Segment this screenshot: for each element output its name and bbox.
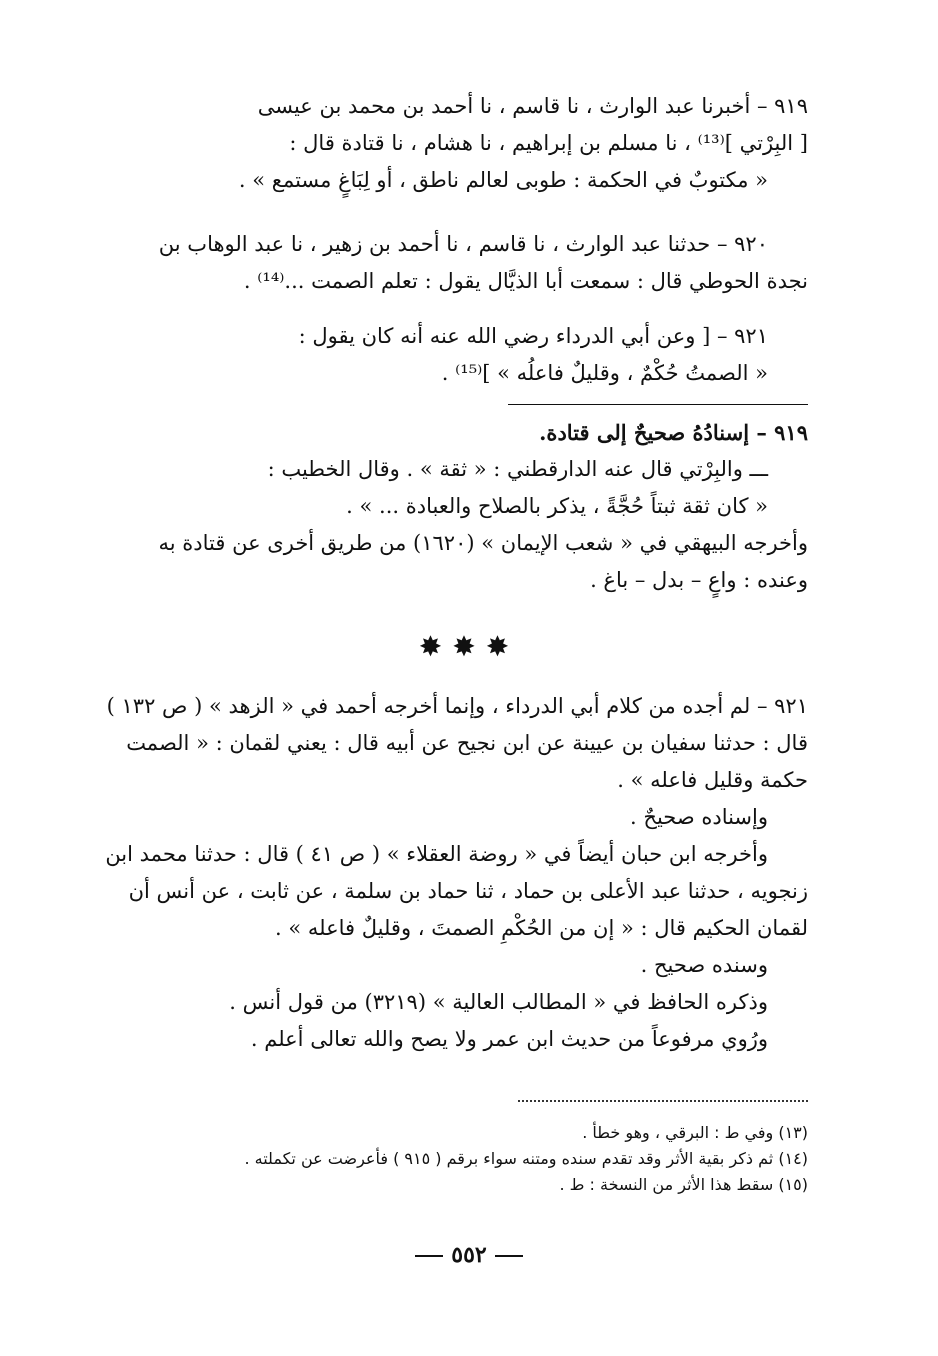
commentary-921-line-5: وأخرجه ابن حبان أيضاً في « روضة العقلاء » ( ص ٤١ ) قال : حدثنا محمد ابن [105,842,768,866]
footnotes [118,1120,808,1198]
commentary-divider [508,404,808,405]
entry-919 [118,88,808,199]
footnote-14: (١٤) ثم ذكر بقية الأثر وقد تقدم سنده ومتنه سواء برقم ( ٩١٥ ) فأعرضت عن تكملته . [244,1149,808,1168]
entry-921-line-1: ٩٢١ – [ وعن أبي الدرداء رضي الله عنه أنه كان يقول : [298,324,768,348]
page-footer [0,1242,938,1268]
commentary-921-line-1: ٩٢١ – لم أجده من كلام أبي الدرداء ، وإنما أخرجه أحمد في « الزهد » ( ص ١٣٢ ) [106,694,808,718]
commentary-921-line-4: وإسناده صحيحٌ . [630,805,768,829]
section-separator-stars: ✸✸✸ [418,630,520,663]
entry-920-line-2: نجدة الحوطي قال : سمعت أبا الذيَّال يقول : تعلم الصمت ...⁽¹⁴⁾ . [243,269,808,293]
commentary-919-line-3: وأخرجه البيهقي في « شعب الإيمان » (١٦٢٠) من طريق أخرى عن قتادة به [158,531,808,555]
commentary-921-line-9: وذكره الحافظ في « المطالب العالية » (٣٢١٩) من قول أنس . [229,990,768,1014]
footer-dash-right [495,1255,523,1257]
commentary-919 [118,414,808,599]
entry-921-line-2: « الصمتُ حُكْمٌ ، وقليلٌ فاعلُه » ]⁽¹⁵⁾ . [441,361,768,385]
footnote-15: (١٥) سقط هذا الأثر من النسخة : ط . [559,1175,808,1194]
entry-921 [118,318,808,392]
footnote-13: (١٣) وفي ط : البرقي ، وهو خطأ . [582,1123,808,1142]
commentary-919-line-4: وعنده : واعٍ – بدل – باغ . [590,568,808,592]
commentary-921-line-2: قال : حدثنا سفيان بن عيينة عن ابن نجيح عن أبيه قال : يعني لقمان : « الصمت [126,731,808,755]
commentary-921-line-6: زنجويه ، حدثنا عبد الأعلى بن حماد ، ثنا حماد بن سلمة ، عن ثابت ، عن أنس أن [128,879,808,903]
commentary-921-line-8: وسنده صحيح . [640,953,768,977]
entry-919-line-2: [ البِرْتي ]⁽¹³⁾ ، نا مسلم بن إبراهيم ، نا هشام ، نا قتادة قال : [289,131,808,155]
entry-920 [118,226,808,300]
commentary-921-line-10: ورُوي مرفوعاً من حديث ابن عمر ولا يصح والله تعالى أعلم . [250,1027,768,1051]
commentary-921-line-7: لقمان الحكيم قال : « إن من الحُكْمِ الصمتَ ، وقليلٌ فاعله » . [275,916,808,940]
page-number: ٥٥٢ [451,1242,487,1268]
commentary-919-line-1: ـــ والبِرْتي قال عنه الدارقطني : « ثقة » . وقال الخطيب : [267,457,768,481]
footnote-separator [518,1100,808,1102]
entry-920-line-1: ٩٢٠ – حدثنا عبد الوارث ، نا قاسم ، نا أحمد بن زهير ، نا عبد الوهاب بن [158,232,768,256]
commentary-921 [105,688,808,1058]
entry-919-line-1: ٩١٩ – أخبرنا عبد الوارث ، نا قاسم ، نا أحمد بن محمد بن عيسى [257,94,808,118]
commentary-921-line-3: حكمة وقليل فاعله » . [617,768,808,792]
footer-dash-left [415,1255,443,1257]
commentary-919-line-2: « كان ثقة ثبتاً حُجَّةً ، يذكر بالصلاح والعبادة ... » . [346,494,768,518]
commentary-919-heading: ٩١٩ – إسنادُهُ صحيحٌ إلى قتادة. [539,420,808,445]
entry-919-line-3: « مكتوبٌ في الحكمة : طوبى لعالم ناطق ، أو لِبَاغٍ مستمع » . [238,168,768,192]
